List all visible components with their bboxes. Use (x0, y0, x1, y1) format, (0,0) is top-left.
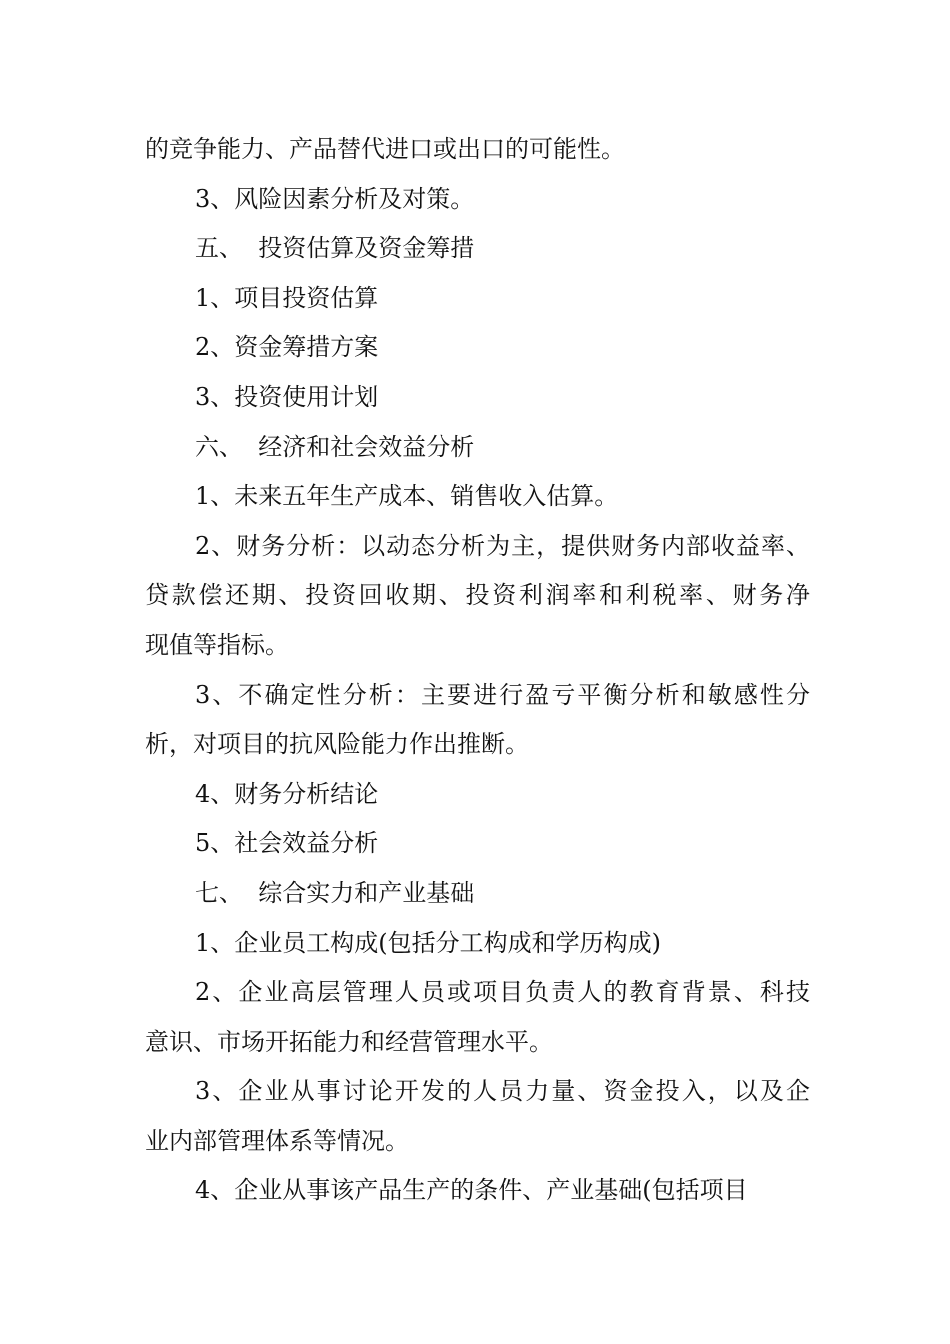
text-line: 意识、市场开拓能力和经营管理水平。 (145, 1027, 553, 1056)
text-line: 3、投资使用计划 (195, 382, 379, 411)
text-line: 4、企业从事该产品生产的条件、产业基础(包括项目 (195, 1176, 748, 1205)
text-line: 3、企业从事讨论开发的人员力量、资金投入，以及企 (195, 1077, 810, 1106)
text-line: 3、不确定性分析：主要进行盈亏平衡分析和敏感性分 (195, 680, 810, 709)
text-line: 1、未来五年生产成本、销售收入估算。 (195, 482, 619, 511)
text-line: 析，对项目的抗风险能力作出推断。 (145, 730, 529, 759)
text-line: 1、企业员工构成(包括分工构成和学历构成) (195, 928, 661, 957)
text-line: 4、财务分析结论 (195, 779, 379, 808)
text-line: 业内部管理体系等情况。 (145, 1126, 409, 1155)
text-line: 贷款偿还期、投资回收期、投资利润率和利税率、财务净 (145, 581, 810, 610)
text-line: 3、风险因素分析及对策。 (195, 184, 475, 213)
text-line: 2、企业高层管理人员或项目负责人的教育背景、科技 (195, 978, 810, 1007)
text-line: 的竞争能力、产品替代进口或出口的可能性。 (145, 135, 625, 163)
text-line: 2、资金筹措方案 (195, 333, 379, 362)
text-line: 现值等指标。 (145, 630, 289, 659)
text-line: 2、财务分析：以动态分析为主，提供财务内部收益率、 (195, 531, 810, 560)
section-heading: 五、 投资估算及资金筹措 (195, 234, 475, 263)
section-heading: 六、 经济和社会效益分析 (195, 432, 475, 461)
document-body (145, 125, 810, 1216)
text-line: 5、社会效益分析 (195, 829, 379, 858)
section-heading: 七、 综合实力和产业基础 (195, 878, 475, 907)
text-line: 1、项目投资估算 (195, 283, 379, 312)
